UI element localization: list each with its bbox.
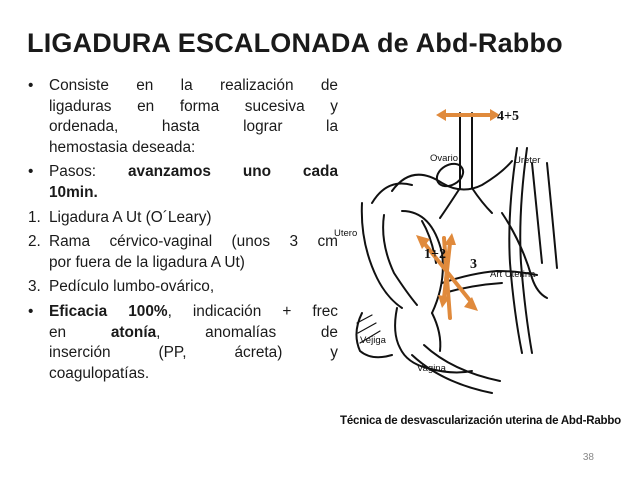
bullet-line [49,302,338,323]
pasos-prefix: Pasos: [49,163,128,181]
bullet-marker: • [28,163,34,181]
bullet-pasos [28,162,338,203]
figure-caption: Técnica de desvascularización uterina de Abd-Rabbo [340,415,621,427]
step-text: Ligadura A Ut (O´Leary) [49,208,212,226]
uterine-devascularization-diagram [332,93,632,433]
label-step-12: 1+2 [424,247,446,262]
step-text: Rama cérvico-vaginal (unos 3 cm [49,233,338,251]
bullet-consiste [28,76,338,158]
atonia-prefix: en [49,323,111,341]
bullet-line: coagulopatías. [49,364,150,382]
bullet-marker: • [28,302,34,320]
atonia-bold: atonía [110,323,157,341]
label-art-uterina: Art Uterina [490,269,536,280]
bullet-line: ligaduras en forma sucesiva y [49,97,338,115]
label-vagina: Vagina [417,363,446,374]
step-text: por fuera de la ligadura A Ut) [49,253,245,271]
label-step-3: 3 [470,257,477,272]
label-ovario: Ovario [430,153,458,164]
step-number: 2. [28,233,41,251]
step-text: Pedículo lumbo-ovárico, [49,278,215,296]
label-vejiga: Vejiga [360,335,386,346]
atonia-rest: , anomalías de [156,323,338,341]
bullet-line [49,162,338,183]
slide-title: LIGADURA ESCALONADA de Abd-Rabbo [27,28,563,58]
step-1 [28,208,338,229]
bullet-line: Consiste en la realización de [49,77,338,94]
ligation-arrows [416,109,500,318]
bullet-eficacia [28,302,338,384]
pasos-bold: avanzamos uno cada [127,163,338,181]
label-ureter: Ureter [514,155,541,166]
bullet-line: hemostasia deseada: [49,138,196,156]
eficacia-rest: , indicación + frec [167,302,338,320]
step-number: 1. [28,208,41,226]
page-number: 38 [582,452,594,463]
step-3 [28,277,338,298]
bullet-marker: • [28,77,34,94]
label-utero: Utero [334,228,358,239]
step-number: 3. [28,278,41,296]
bullet-line [49,323,338,344]
step-2 [28,232,338,273]
slide-body [28,76,338,388]
bullet-line: ordenada, hasta lograr la [49,118,338,136]
bullet-line: inserción (PP, ácreta) y [49,344,338,362]
label-step-45: 4+5 [497,109,519,124]
eficacia-bold: Eficacia 100% [49,302,168,320]
pasos-bold-line2: 10min. [49,183,98,201]
